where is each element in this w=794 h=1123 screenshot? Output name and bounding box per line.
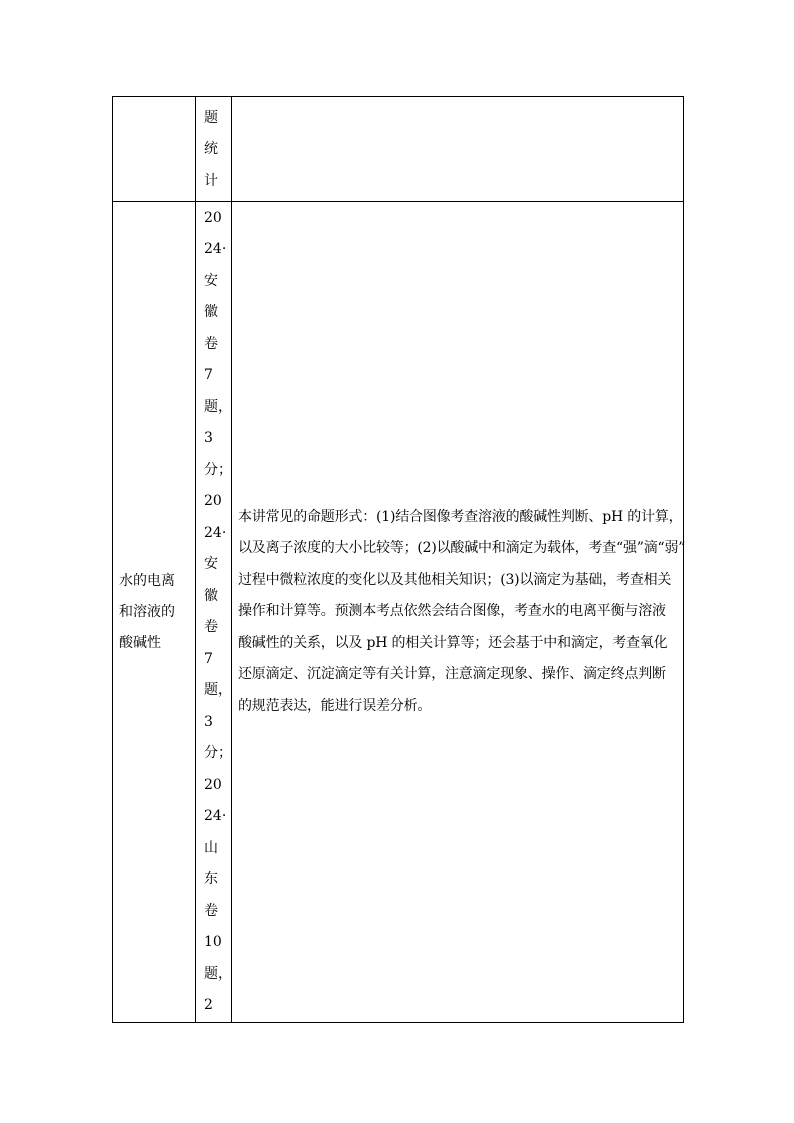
- analysis-line: 本讲常见的命题形式：(1)结合图像考查溶液的酸碱性判断、pH 的计算，: [238, 508, 683, 525]
- source-char: 山: [204, 839, 218, 856]
- source-char: 徽: [204, 587, 218, 604]
- topic-cell: [113, 202, 196, 1023]
- topic-line: 酸碱性: [119, 634, 161, 651]
- source-char: 7: [204, 367, 213, 383]
- source-char: 安: [204, 272, 218, 289]
- source-char: 题，: [204, 965, 232, 982]
- source-char: 3: [204, 713, 213, 730]
- source-cell: [196, 202, 232, 1023]
- source-char: 东: [204, 871, 218, 887]
- source-char: 24·: [204, 808, 227, 824]
- source-char: 7: [204, 650, 213, 667]
- source-char: 20: [204, 776, 222, 793]
- topic-line: 水的电离: [119, 572, 175, 589]
- analysis-line: 操作和计算等。预测本考点依然会结合图像，考查水的电离平衡与溶液: [238, 603, 666, 620]
- source-char: 安: [204, 556, 218, 572]
- source-char: 题，: [204, 682, 232, 698]
- analysis-line: 还原滴定、沉淀滴定等有关计算，注意滴定现象、操作、滴定终点判断: [238, 666, 666, 683]
- topic-line: 和溶液的: [119, 603, 175, 620]
- analysis-line: 以及离子浓度的大小比较等；(2)以酸碱中和滴定为载体，考查“强”滴“弱”: [238, 540, 686, 557]
- topic-cell-empty: [113, 97, 196, 202]
- analysis-line: 的规范表达，能进行误差分析。: [238, 697, 432, 714]
- vertical-text: [196, 101, 231, 198]
- table-row: [113, 202, 684, 1023]
- stats-char: 计: [204, 172, 218, 189]
- source-char: 徽: [204, 304, 218, 320]
- source-char: 分；: [204, 745, 232, 761]
- source-char: 分；: [204, 461, 232, 478]
- source-char: 10: [204, 934, 222, 950]
- source-char: 24·: [204, 241, 227, 257]
- source-char: 题，: [204, 398, 232, 415]
- analysis-line: 酸碱性的关系，以及 pH 的相关计算等；还会基于中和滴定，考查氧化: [238, 634, 668, 651]
- header-cell-stats: [196, 97, 232, 202]
- source-char: 2: [204, 997, 213, 1013]
- source-char: 20: [204, 209, 222, 226]
- exam-analysis-table: [112, 96, 684, 1023]
- source-char: 3: [204, 430, 213, 446]
- analysis-paragraph: [232, 502, 686, 723]
- source-char: 20: [204, 493, 222, 509]
- topic-text: [113, 566, 195, 659]
- table-row: [113, 97, 684, 202]
- stats-char: 统: [204, 141, 218, 158]
- analysis-line: 过程中微粒浓度的变化以及其他相关知识；(3)以滴定为基础，考查相关: [238, 571, 672, 588]
- source-char: 卷: [204, 902, 218, 919]
- source-char: 24·: [204, 524, 227, 541]
- analysis-cell: [232, 202, 684, 1023]
- source-char: 卷: [204, 335, 218, 352]
- stats-char: 题: [204, 109, 218, 126]
- source-char: 卷: [204, 619, 218, 635]
- analysis-cell-empty: [232, 97, 684, 202]
- source-vertical-text: [196, 203, 231, 1022]
